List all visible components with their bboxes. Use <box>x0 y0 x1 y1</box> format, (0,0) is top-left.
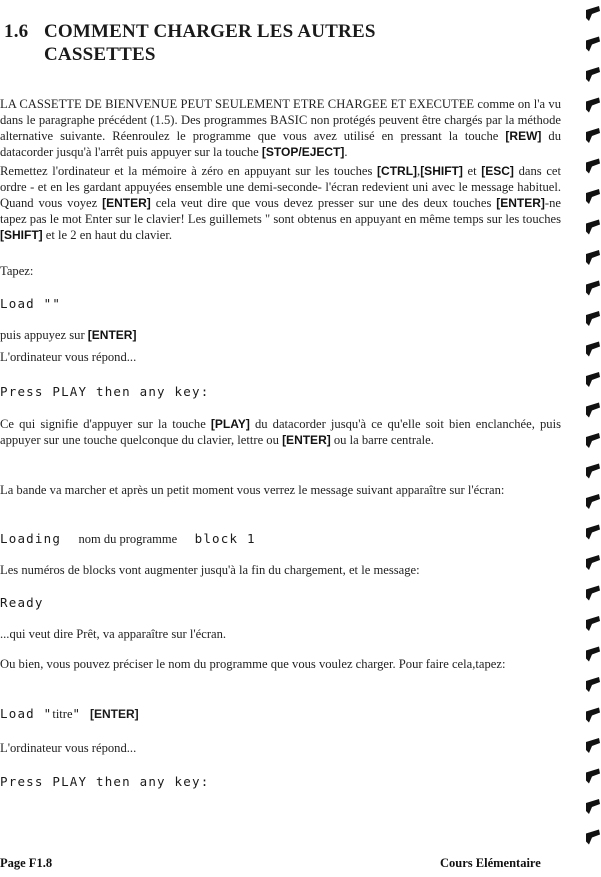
paragraph-reset: Remettez l'ordinateur et la mémoire à zéro en appuyant sur les touches [CTRL],[SHIFT] et [ESC] dans cet ordre - et en les gardant appuyées ensemble une demi-seconde- l'écran redevient uni avec le message habituel. Quand vous voyez [ENTER] cela veut dire que vous devez presser sur une des deux touches [ENTER]-ne tapez pas le mot Enter sur le clavier! Les guillemets " sont obtenus en appuyant en même temps sur les touches [SHIFT] et le 2 en haut du clavier. <box>0 164 561 242</box>
binding-ring <box>586 799 600 814</box>
binding-ring <box>586 830 600 845</box>
paragraph-pret: ...qui veut dire Prêt, va apparaître sur l'écran. <box>0 627 227 641</box>
key-shift: [SHIFT] <box>420 164 463 178</box>
section-number: 1.6 <box>4 21 29 42</box>
key-stop-eject: [STOP/EJECT] <box>261 145 345 159</box>
key-play: [PLAY] <box>210 417 250 431</box>
binding-ring <box>586 250 600 265</box>
code-load-titre: Load "titre" [ENTER] <box>0 706 139 721</box>
key-enter: [ENTER] <box>282 433 331 447</box>
paragraph-ou-bien: Ou bien, vous pouvez préciser le nom du programme que vous voulez charger. Pour faire cela,tapez: <box>0 657 506 671</box>
binding-ring <box>586 555 600 570</box>
key-enter: [ENTER] <box>89 707 139 721</box>
binding-ring <box>586 738 600 753</box>
key-shift: [SHIFT] <box>0 228 43 242</box>
key-enter: [ENTER] <box>102 196 151 210</box>
key-esc: [ESC] <box>481 164 514 178</box>
binding-ring <box>586 342 600 357</box>
heading-line-1: COMMENT CHARGER LES AUTRES <box>44 21 376 42</box>
binding-ring <box>586 98 600 113</box>
paragraph-reply-1: L'ordinateur vous répond... <box>0 350 137 364</box>
binding-ring <box>586 647 600 662</box>
binding-ring <box>586 159 600 174</box>
paragraph-bande: La bande va marcher et après un petit moment vous verrez le message suivant apparaître sur l'écran: <box>0 483 505 497</box>
key-enter: [ENTER] <box>87 328 137 342</box>
binding-ring <box>586 220 600 235</box>
binding-ring <box>586 464 600 479</box>
code-press-play-1: Press PLAY then any key: <box>0 384 210 399</box>
heading-line-2: CASSETTES <box>44 44 156 65</box>
binding-ring <box>586 525 600 540</box>
binding-ring <box>586 494 600 509</box>
code-load-empty: Load "" <box>0 296 62 311</box>
paragraph-blocks: Les numéros de blocks vont augmenter jusqu'à la fin du chargement, et le message: <box>0 563 420 577</box>
spiral-binding <box>585 0 601 877</box>
code-loading: Loading nom du programme block 1 <box>0 531 256 546</box>
binding-ring <box>586 372 600 387</box>
paragraph-play: Ce qui signifie d'appuyer sur la touche [PLAY] du datacorder jusqu'à ce qu'elle soit bien enclanchée, puis appuyer sur une touche quelconque du clavier, lettre ou [ENTER] ou la barre centrale. <box>0 417 561 447</box>
binding-ring <box>586 128 600 143</box>
key-ctrl: [CTRL] <box>377 164 418 178</box>
binding-ring <box>586 6 600 21</box>
binding-ring <box>586 708 600 723</box>
binding-ring <box>586 616 600 631</box>
code-press-play-2: Press PLAY then any key: <box>0 774 210 789</box>
footer-course-title: Cours Elémentaire <box>440 856 541 870</box>
binding-ring <box>586 403 600 418</box>
paragraph-puis-appuyez: puis appuyez sur [ENTER] <box>0 328 137 342</box>
key-rew: [REW] <box>505 129 542 143</box>
binding-ring <box>586 189 600 204</box>
key-enter: [ENTER] <box>496 196 545 210</box>
binding-ring <box>586 677 600 692</box>
paragraph-intro: LA CASSETTE DE BIENVENUE PEUT SEULEMENT ETRE CHARGEE ET EXECUTEE comme on l'a vu dans le paragraphe précédent (1.5). Des programmes BASIC non protégés peuvent être chargés par la méthode alternative suivante. Réenroulez le programme que vous avez utilisé en pressant la touche [REW] du datacorder jusqu'à l'arrêt puis appuyer sur la touche [STOP/EJECT]. <box>0 97 562 159</box>
binding-ring <box>586 586 600 601</box>
paragraph-reply-2: L'ordinateur vous répond... <box>0 741 137 755</box>
binding-ring <box>586 281 600 296</box>
section-heading <box>4 20 376 66</box>
binding-ring <box>586 67 600 82</box>
paragraph-tapez: Tapez: <box>0 264 34 278</box>
binding-ring <box>586 37 600 52</box>
binding-ring <box>586 311 600 326</box>
binding-ring <box>586 769 600 784</box>
binding-ring <box>586 433 600 448</box>
code-ready: Ready <box>0 595 44 610</box>
footer-page-number: Page F1.8 <box>0 856 53 870</box>
